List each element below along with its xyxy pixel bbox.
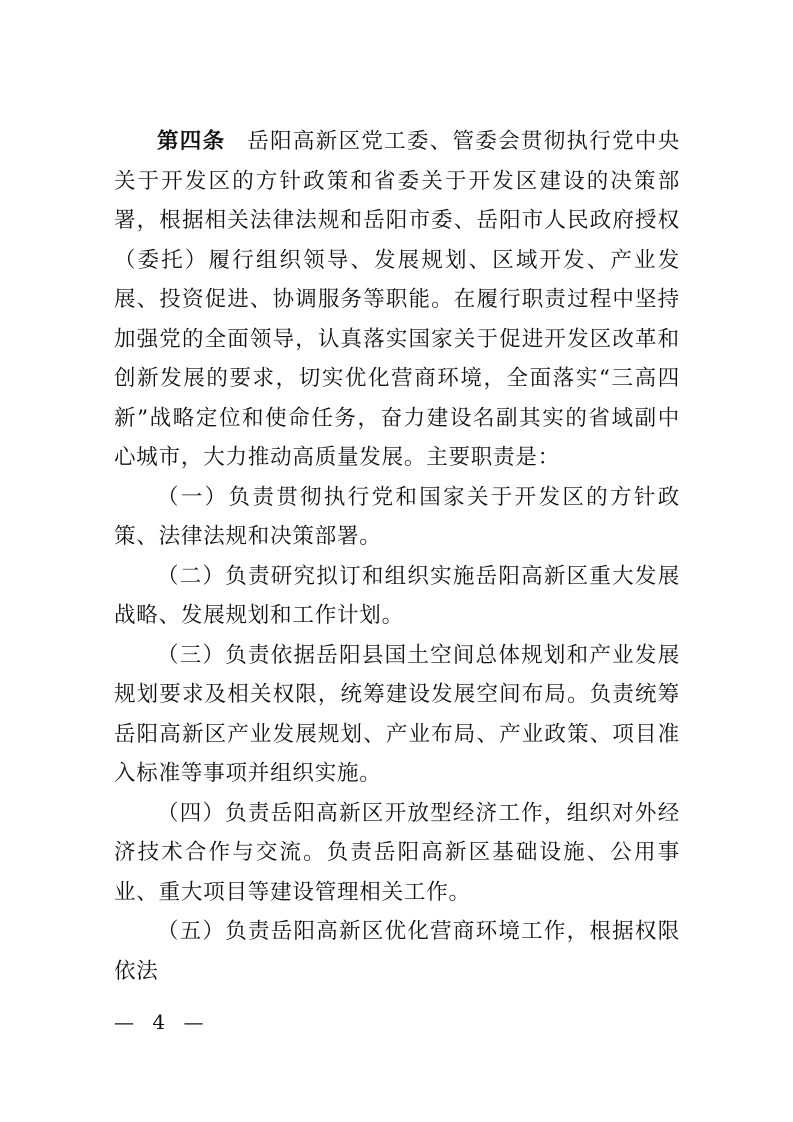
article-label: 第四条 — [157, 129, 226, 154]
duty-item-2: （二）负责研究拟订和组织实施岳阳高新区重大发展战略、发展规划和工作计划。 — [114, 563, 680, 628]
document-body — [114, 122, 680, 991]
duty-item-5: （五）负责岳阳高新区优化营商环境工作，根据权限依法 — [114, 919, 680, 984]
duty-item-4: （四）负责岳阳高新区开放型经济工作，组织对外经济技术合作与交流。负责岳阳高新区基础设施、公用事业、重大项目等建设管理相关工作。 — [114, 800, 680, 905]
duty-item-3: （三）负责依据岳阳县国土空间总体规划和产业发展规划要求及相关权限，统筹建设发展空间布局。负责统筹岳阳高新区产业发展规划、产业布局、产业政策、项目准入标准等事项并组织实施。 — [114, 642, 680, 786]
duty-item-1: （一）负责贯彻执行党和国家关于开发区的方针政策、法律法规和决策部署。 — [114, 484, 680, 549]
page-number: — 4 — — [114, 1010, 210, 1034]
article-text: 岳阳高新区党工委、管委会贯彻执行党中央关于开发区的方针政策和省委关于开发区建设的决策部署，根据相关法律法规和岳阳市委、岳阳市人民政府授权（委托）履行组织领导、发展规划、区域开发、产业发展、投资促进、协调服务等职能。在履行职责过程中坚持加强党的全面领导，认真落实国家关于促进开发区改革和创新发展的要求，切实优化营商环境，全面落实“三高四新”战略定位和使命任务，奋力建设名副其实的省域副中心城市，大力推动高质量发展。主要职责是： — [114, 129, 680, 470]
article-paragraph — [114, 122, 680, 478]
